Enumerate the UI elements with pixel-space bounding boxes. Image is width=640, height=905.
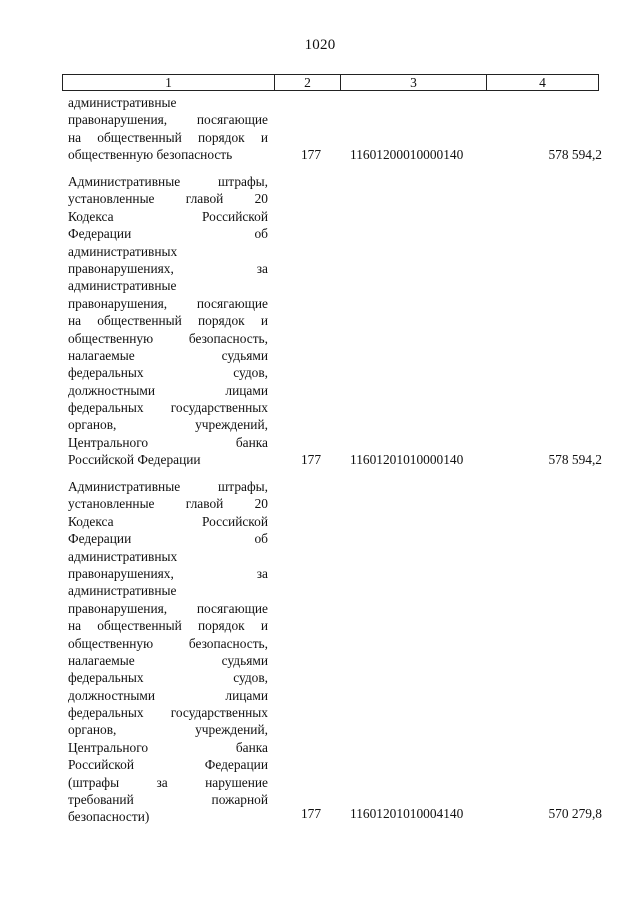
description-line: должностными лицами	[68, 382, 268, 398]
description-line: общественную безопасность,	[68, 330, 268, 346]
description-line: административных	[68, 548, 178, 564]
column-header-1: 1	[63, 75, 275, 91]
description-line: требований пожарной	[68, 792, 268, 808]
description-line: Российской Федерации	[68, 757, 268, 773]
description-line: Административные штрафы,	[68, 479, 268, 494]
description-line: Административные штрафы,	[68, 174, 268, 189]
description-line: Российской Федерации	[68, 452, 201, 468]
row-description	[68, 173, 268, 469]
description-line: правонарушениях, за	[68, 260, 268, 276]
budget-classification-code: 11601201010004140	[350, 806, 464, 821]
row-description	[68, 478, 268, 826]
description-line: должностными лицами	[68, 687, 268, 703]
admin-code: 177	[300, 806, 322, 821]
description-line: федеральных государственных	[68, 400, 268, 416]
admin-code: 177	[300, 147, 322, 162]
amount: 578 594,2	[548, 147, 602, 162]
description-line: правонарушения, посягающие	[68, 295, 268, 311]
column-header-row	[63, 75, 599, 91]
description-line: Федерации об	[68, 226, 268, 242]
column-header-2: 2	[275, 75, 341, 91]
description-line: безопасности)	[68, 809, 150, 825]
column-header-4: 4	[487, 75, 599, 91]
description-line: органов, учреждений,	[68, 722, 268, 738]
description-line: налагаемые судьями	[68, 347, 268, 363]
description-line: Центрального банка	[68, 739, 268, 755]
description-line: Федерации об	[68, 531, 268, 547]
description-line: установленные главой 20	[68, 191, 268, 207]
description-line: федеральных судов,	[68, 365, 268, 381]
description-line: федеральных судов,	[68, 670, 268, 686]
description-line: административных	[68, 243, 178, 259]
description-line: общественную безопасность	[68, 147, 233, 163]
description-line: общественную безопасность,	[68, 635, 268, 651]
column-header-3: 3	[341, 75, 487, 91]
row-description	[68, 94, 268, 164]
description-line: органов, учреждений,	[68, 417, 268, 433]
amount: 578 594,2	[548, 452, 602, 467]
page-number: 1020	[304, 37, 336, 53]
description-line: правонарушениях, за	[68, 565, 268, 581]
description-line: федеральных государственных	[68, 705, 268, 721]
description-line: установленные главой 20	[68, 496, 268, 512]
budget-classification-code: 11601201010000140	[350, 452, 464, 467]
amount: 570 279,8	[548, 806, 602, 821]
description-line: административные	[68, 95, 177, 110]
description-line: Центрального банка	[68, 434, 268, 450]
description-line: Кодекса Российской	[68, 513, 268, 529]
description-line: на общественный порядок и	[68, 313, 268, 329]
description-line: Кодекса Российской	[68, 208, 268, 224]
budget-classification-code: 11601200010000140	[350, 147, 464, 162]
description-line: правонарушения, посягающие	[68, 600, 268, 616]
column-header-table	[62, 74, 599, 91]
description-line: административные	[68, 583, 177, 599]
description-line: на общественный порядок и	[68, 618, 268, 634]
admin-code: 177	[300, 452, 322, 467]
description-line: правонарушения, посягающие	[68, 112, 268, 128]
description-line: на общественный порядок и	[68, 129, 268, 145]
description-line: налагаемые судьями	[68, 652, 268, 668]
description-line: административные	[68, 278, 177, 294]
description-line: (штрафы за нарушение	[68, 774, 268, 790]
